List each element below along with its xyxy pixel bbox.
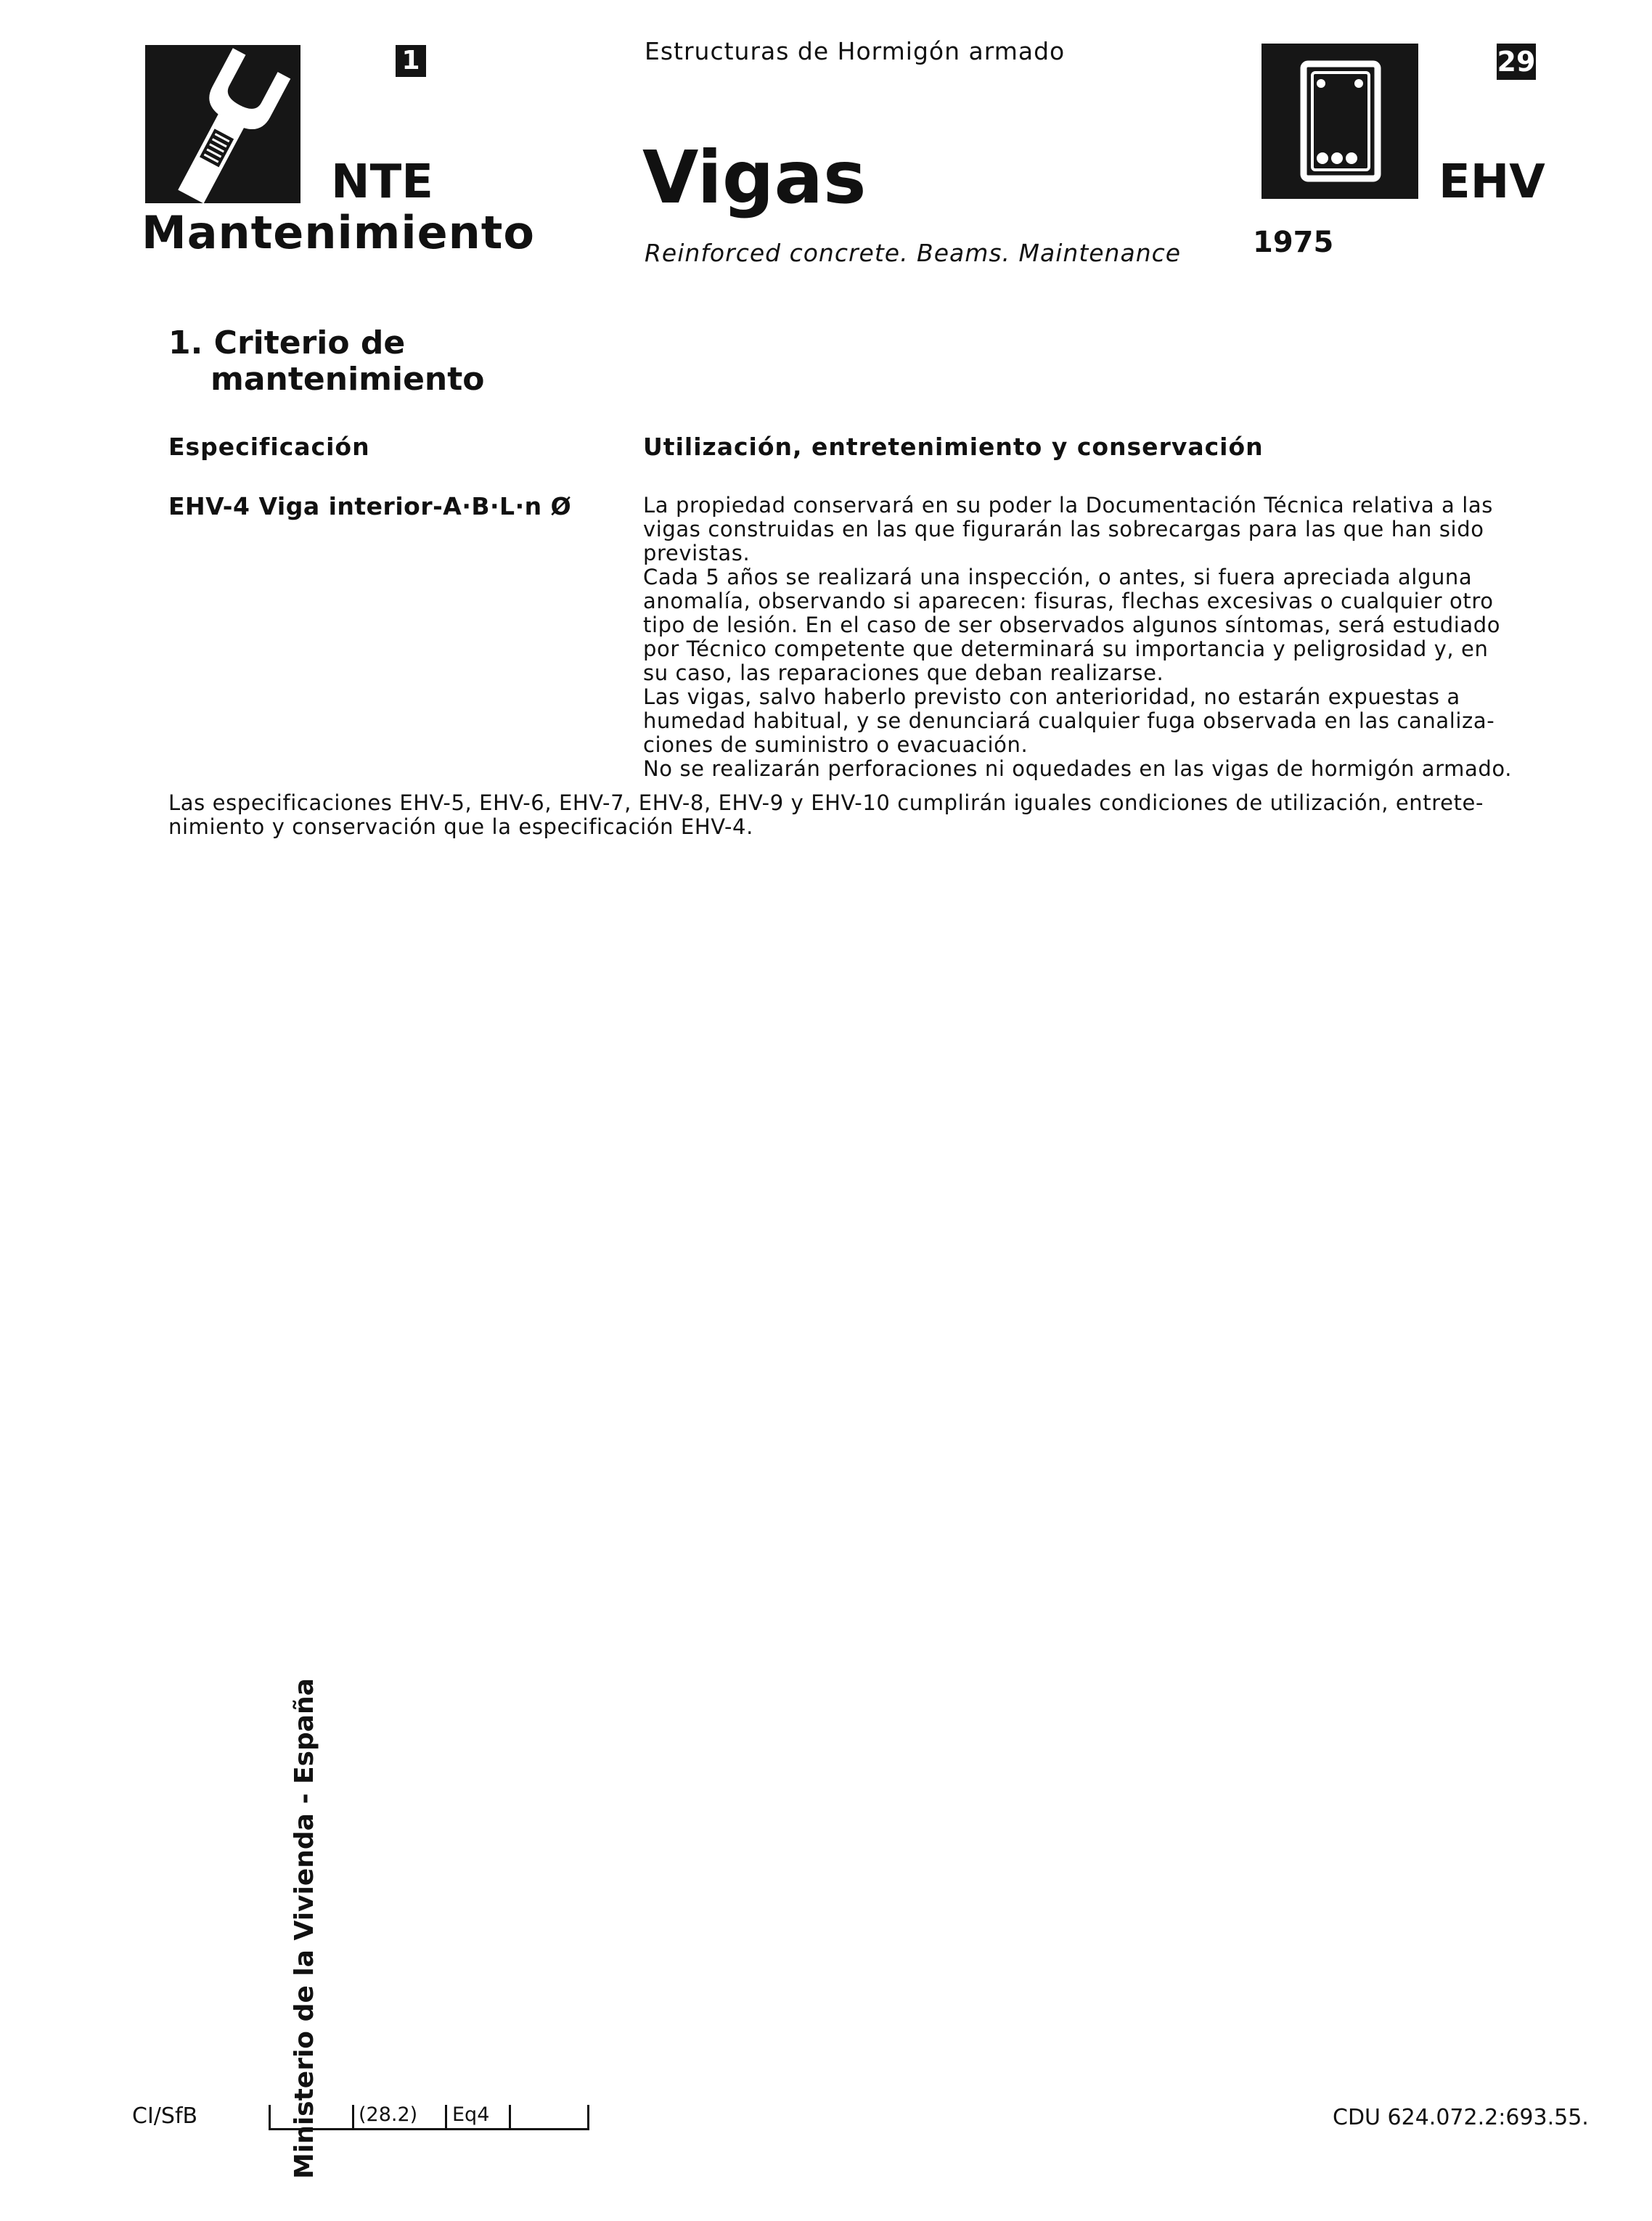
- text-line: previstas.: [643, 541, 751, 565]
- section-heading-line2: mantenimiento: [210, 361, 485, 398]
- spec-body: [643, 494, 1537, 781]
- section-heading: [168, 325, 485, 398]
- cisfb-code2: Eq4: [452, 2103, 490, 2126]
- text-line: La propiedad conservará en su poder la Documentación Técnica relativa a las: [643, 493, 1493, 518]
- section-number-badge: 1: [396, 45, 426, 77]
- cisfb-code1: (28.2): [359, 2103, 418, 2126]
- text-line: No se realizarán perforaciones ni oquedades en las vigas de hormigón armado.: [643, 756, 1513, 781]
- beam-section-icon: [1262, 44, 1418, 199]
- ministry-label: Ministerio de la Vivienda - España: [290, 1678, 319, 2179]
- paragraph: [643, 757, 1537, 781]
- text-line: humedad habitual, y se denunciará cualquier fuga observada en las canaliza-: [643, 708, 1495, 733]
- section-heading-line1: 1. Criterio de: [168, 324, 406, 361]
- text-line: Las vigas, salvo haberlo previsto con anterioridad, no estarán expuestas a: [643, 684, 1460, 709]
- text-line: por Técnico competente que determinará su importancia y peligrosidad y, en: [643, 637, 1489, 661]
- usage-column-header: Utilización, entretenimiento y conservación: [643, 433, 1264, 461]
- text-line: vigas construidas en las que figurarán las sobrecargas para las que han sido: [643, 517, 1484, 541]
- paragraph: [643, 494, 1537, 565]
- note-line2: nimiento y conservación que la especificación EHV-4.: [168, 814, 753, 839]
- paragraph: [643, 565, 1537, 685]
- subtitle-english: Reinforced concrete. Beams. Maintenance: [645, 239, 1182, 267]
- cisfb-classification: [269, 2102, 589, 2130]
- note-line1: Las especificaciones EHV-5, EHV-6, EHV-7, EHV-8, EHV-9 y EHV-10 cumplirán iguales condiciones de utilización, entrete-: [168, 790, 1484, 815]
- text-line: Cada 5 años se realizará una inspección, o antes, si fuera apreciada alguna: [643, 565, 1473, 589]
- cisfb-label: CI/SfB: [132, 2103, 198, 2129]
- page-title: Vigas: [642, 135, 867, 220]
- nte-label: NTE: [331, 155, 433, 209]
- text-line: su caso, las reparaciones que deban realizarse.: [643, 660, 1164, 685]
- wrench-icon: [145, 45, 300, 203]
- text-line: tipo de lesión. En el caso de ser observados algunos síntomas, será estudiado: [643, 613, 1501, 637]
- spec-column-header: Especificación: [168, 433, 370, 461]
- paragraph: [643, 685, 1537, 757]
- section-title: Mantenimiento: [142, 206, 536, 259]
- spec-label: EHV-4 Viga interior-A·B·L·n Ø: [168, 492, 572, 520]
- note-text: [168, 791, 1537, 839]
- page-number-badge: 29: [1497, 44, 1536, 80]
- code-label: EHV: [1439, 155, 1545, 209]
- year-label: 1975: [1253, 226, 1334, 259]
- cdu-label: CDU 624.072.2:693.55.: [1333, 2105, 1589, 2130]
- text-line: ciones de suministro o evacuación.: [643, 732, 1029, 757]
- text-line: anomalía, observando si aparecen: fisuras, flechas excesivas o cualquier otro: [643, 589, 1494, 613]
- category-label: Estructuras de Hormigón armado: [645, 37, 1066, 65]
